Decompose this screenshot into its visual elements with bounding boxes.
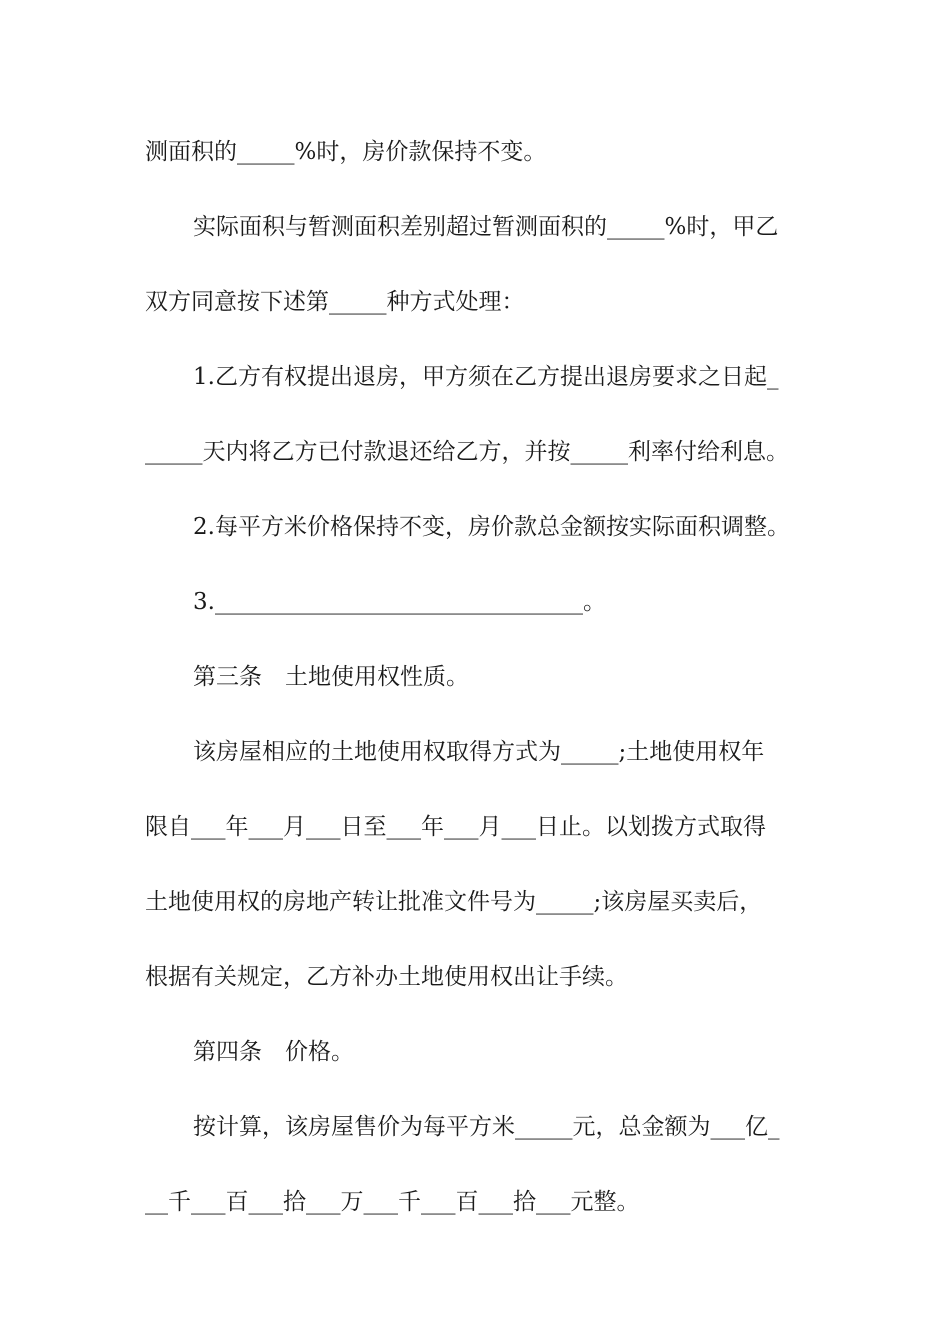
paragraph-line: 双方同意按下述第_____种方式处理： <box>145 289 525 315</box>
article-heading: 第三条 土地使用权性质。 <box>193 664 469 690</box>
list-item-3: 3.________________________________。 <box>193 589 606 615</box>
paragraph-line: 该房屋相应的土地使用权取得方式为_____;土地使用权年 <box>193 739 765 765</box>
paragraph-line: 按计算，该房屋售价为每平方米_____元，总金额为___亿_ <box>193 1114 780 1140</box>
list-item-2: 2.每平方米价格保持不变，房价款总金额按实际面积调整。 <box>193 514 790 540</box>
article-heading: 第四条 价格。 <box>193 1039 354 1065</box>
paragraph-line: _____天内将乙方已付款退还给乙方，并按_____利率付给利息。 <box>145 439 789 465</box>
paragraph-line: 测面积的_____%时，房价款保持不变。 <box>145 139 547 165</box>
paragraph-line: 土地使用权的房地产转让批准文件号为_____;该房屋买卖后， <box>145 889 763 915</box>
paragraph-line: 限自___年___月___日至___年___月___日止。以划拨方式取得 <box>145 814 766 840</box>
list-item-1: 1.乙方有权提出退房，甲方须在乙方提出退房要求之日起_ <box>193 364 779 390</box>
paragraph-line: 实际面积与暂测面积差别超过暂测面积的_____%时，甲乙 <box>193 214 779 240</box>
paragraph-line: __千___百___拾___万___千___百___拾___元整。 <box>145 1189 640 1215</box>
paragraph-line: 根据有关规定，乙方补办土地使用权出让手续。 <box>145 964 628 990</box>
